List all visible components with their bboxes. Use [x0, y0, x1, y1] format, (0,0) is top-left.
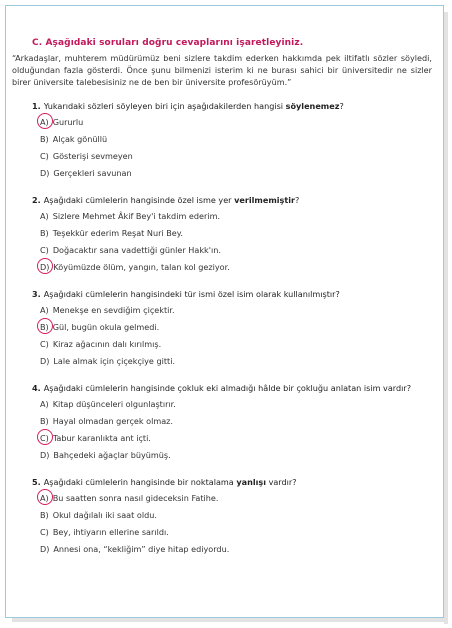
option-letter: C)	[40, 151, 49, 161]
option-letter: C)	[40, 245, 49, 255]
option-text: Gösterişi sevmeyen	[52, 151, 133, 161]
option-letter: A)	[40, 211, 49, 221]
option-letter: C)	[40, 433, 49, 443]
option-text: Bahçedeki ağaçlar büyümüş.	[53, 450, 171, 460]
option-letter: D)	[40, 544, 50, 554]
question-stem: Aşağıdaki cümlelerin hangisinde çokluk eki almadığı hâlde bir çokluğu anlatan isim vardır?	[43, 383, 412, 393]
option-letter: B)	[40, 416, 49, 426]
answer-option[interactable]	[12, 543, 432, 555]
option-text: Gerçekleri savunan	[53, 168, 132, 178]
option-letter: D)	[40, 168, 50, 178]
option-letter: B)	[40, 322, 49, 332]
answer-option[interactable]	[12, 338, 432, 350]
question-text	[12, 288, 432, 300]
answer-option[interactable]	[12, 304, 432, 316]
question-text	[12, 100, 432, 112]
question-1	[12, 100, 432, 179]
answer-option[interactable]	[12, 210, 432, 222]
option-text: Bey, ihtiyarın ellerine sarıldı.	[52, 527, 169, 537]
option-text: Kiraz ağacının dalı kırılmış.	[52, 339, 162, 349]
question-2	[12, 194, 432, 273]
option-letter: A)	[40, 399, 49, 409]
answer-option[interactable]	[12, 398, 432, 410]
option-letter: A)	[40, 305, 49, 315]
option-text: Bu saatten sonra nasıl gideceksin Fatihe.	[52, 493, 219, 503]
option-letter: B)	[40, 228, 49, 238]
reading-passage: “Arkadaşlar, muhterem müdürümüz beni sizlere takdim ederken hakkımda pek iltifatlı sözler söyledi, olduğundan fazla gösterdi. Önce şunu bilmenizi isterim ki ne burası sahici bir üniversitedir ne sizler birer üniversite talebesisiniz ne de ben bir üniversite profesörüyüm.”	[12, 53, 432, 87]
question-number: 5.	[32, 477, 41, 487]
option-letter: D)	[40, 262, 50, 272]
option-letter: D)	[40, 450, 50, 460]
question-emphasis: yanlışı	[236, 477, 266, 487]
answer-option[interactable]	[12, 133, 432, 145]
option-text: Doğacaktır sana vadettiği günler Hakk'ın.	[52, 245, 221, 255]
question-emphasis: söylenemez	[285, 101, 340, 111]
question-stem: Aşağıdaki cümlelerin hangisinde özel isme yer	[43, 195, 232, 205]
question-number: 3.	[32, 289, 41, 299]
option-text: Alçak gönüllü	[52, 134, 108, 144]
answer-option[interactable]	[12, 449, 432, 461]
page-shadow-right	[444, 12, 448, 624]
answer-option-marked[interactable]	[12, 321, 432, 333]
question-5	[12, 476, 432, 555]
answer-option[interactable]	[12, 244, 432, 256]
question-4	[12, 382, 432, 461]
question-stem-end: ?	[294, 195, 300, 205]
option-letter: C)	[40, 527, 49, 537]
answer-option[interactable]	[12, 355, 432, 367]
option-text: Gururlu	[52, 117, 84, 127]
option-letter: B)	[40, 134, 49, 144]
option-letter: D)	[40, 356, 50, 366]
option-letter: B)	[40, 510, 49, 520]
worksheet-content	[12, 38, 432, 570]
option-letter: C)	[40, 339, 49, 349]
question-number: 2.	[32, 195, 41, 205]
question-text	[12, 382, 432, 394]
question-number: 1.	[32, 101, 41, 111]
question-stem: Yukarıdaki sözleri söyleyen biri için aşağıdakilerden hangisi	[43, 101, 284, 111]
option-text: Teşekkür ederim Reşat Nuri Bey.	[52, 228, 183, 238]
option-text: Tabur karanlıkta ant içti.	[52, 433, 151, 443]
question-stem: Aşağıdaki cümlelerin hangisindeki tür ismi özel isim olarak kullanılmıştır?	[43, 289, 340, 299]
answer-option[interactable]	[12, 167, 432, 179]
question-text	[12, 194, 432, 206]
answer-option[interactable]	[12, 150, 432, 162]
question-list	[12, 100, 432, 555]
option-text: Köyümüzde ölüm, yangın, talan kol geziyor.	[53, 262, 230, 272]
option-text: Menekşe en sevdiğim çiçektir.	[52, 305, 175, 315]
question-number: 4.	[32, 383, 41, 393]
answer-option[interactable]	[12, 509, 432, 521]
question-text	[12, 476, 432, 488]
answer-option[interactable]	[12, 415, 432, 427]
question-emphasis: verilmemiştir	[234, 195, 295, 205]
question-stem-end: vardır?	[268, 477, 297, 487]
option-text: Sizlere Mehmet Âkif Bey'i takdim ederim.	[52, 211, 221, 221]
option-text: Okul dağılalı iki saat oldu.	[52, 510, 157, 520]
option-text: Annesi ona, “kekliğim” diye hitap ediyordu.	[53, 544, 230, 554]
question-stem: Aşağıdaki cümlelerin hangisinde bir noktalama	[43, 477, 234, 487]
option-text: Hayal olmadan gerçek olmaz.	[52, 416, 174, 426]
answer-option-marked[interactable]	[12, 261, 432, 273]
answer-option-marked[interactable]	[12, 432, 432, 444]
answer-option[interactable]	[12, 227, 432, 239]
answer-option-marked[interactable]	[12, 116, 432, 128]
question-stem-end: ?	[339, 101, 344, 111]
question-3	[12, 288, 432, 367]
answer-option[interactable]	[12, 526, 432, 538]
option-letter: A)	[40, 117, 49, 127]
answer-option-marked[interactable]	[12, 492, 432, 504]
option-text: Kitap düşünceleri olgunlaştırır.	[52, 399, 176, 409]
option-letter: A)	[40, 493, 49, 503]
option-text: Gül, bugün okula gelmedi.	[52, 322, 160, 332]
page-shadow-bottom	[12, 618, 448, 622]
option-text: Lale almak için çiçekçiye gitti.	[53, 356, 176, 366]
section-heading: C. Aşağıdaki soruları doğru cevaplarını işaretleyiniz.	[32, 38, 304, 48]
